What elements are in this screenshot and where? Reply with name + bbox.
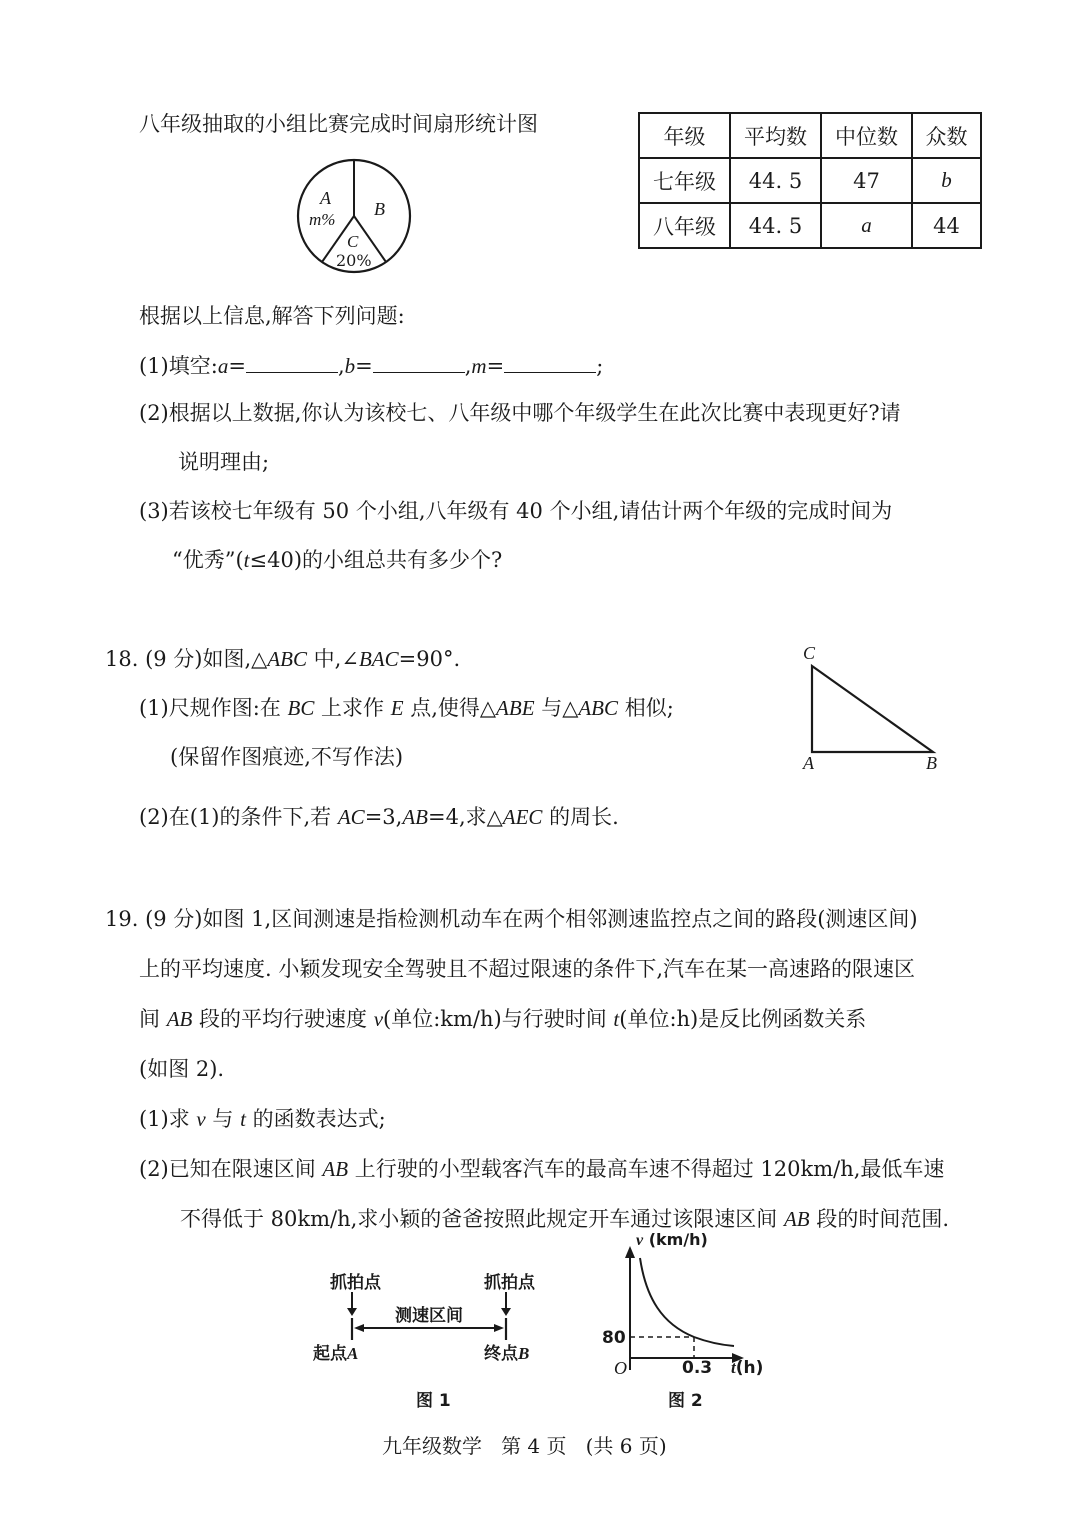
q18-text: =90°. [398,647,461,671]
q19-text: 的函数表达式; [245,1107,386,1131]
answer-blank-b[interactable] [373,352,465,373]
table-cell: b [912,158,981,203]
q17-part2-line2: 说明理由; [178,450,270,474]
table-cell: 44. 5 [730,203,821,248]
triangle-abe: ABE [496,696,535,720]
q19-line1: 19. (9 分)如图 1,区间测速是指检测机动车在两个相邻测速监控点之间的路段(测速区间) [105,907,918,931]
equals-sign: = [355,354,373,378]
table-cell: 44. 5 [730,158,821,203]
fig1-start-label [313,1339,358,1364]
fig2-var-t: t [731,1358,736,1377]
q18-text: 中,∠ [307,647,359,671]
table-header-cell: 年级 [639,113,730,158]
semicolon: ; [596,354,604,378]
triangle-figure [800,660,950,760]
q17-part3-line2 [172,546,502,574]
fig1-end-text: 终点 [484,1344,518,1364]
pie-slice-a-value: m% [309,210,336,229]
fig1-interval-label: 测速区间 [395,1306,463,1326]
q17-part3-text: ≤40)的小组总共有多少个? [249,548,503,572]
table-header-cell: 平均数 [730,113,821,158]
q18-text: 相似; [618,696,674,720]
q19-line2: 上的平均速度. 小颖发现安全驾驶且不超过限速的条件下,汽车在某一高速路的限速区 [139,957,916,981]
fig1-capture-right: 抓拍点 [484,1273,535,1293]
table-cell: 44 [912,203,981,248]
q19-line3 [139,1005,866,1033]
triangle-vertex-a: A [803,753,814,773]
pie-slice-c-label: C [347,232,359,251]
q19-text: 段的平均行驶速度 [192,1007,374,1031]
table-header-row [639,113,981,158]
q18-part1 [139,694,674,722]
q18-text: 18. (9 分)如图,△ [105,647,268,671]
table-header-cell: 中位数 [821,113,912,158]
q18-text: (2)在(1)的条件下,若 [139,805,338,829]
pie-slice-b-label: B [374,199,385,219]
triangle-abc: ABC [267,647,307,671]
fig2-y-unit: (km/h) [648,1230,708,1249]
fig1-end-label [484,1339,529,1364]
q19-text: (单位:h)是反比例函数关系 [619,1007,867,1031]
q18-text: =4,求△ [427,805,503,829]
q19-text: 不得低于 80km/h,求小颖的爸爸按照此规定开车通过该限速区间 [180,1207,784,1231]
pie-slice-c-value: 20% [336,251,372,270]
point-e: E [390,696,404,720]
angle-bac: BAC [358,647,399,671]
q18-text: 上求作 [314,696,391,720]
var-a: a [217,354,229,378]
fig1-point-b: B [518,1344,530,1363]
q18-part1-note: (保留作图痕迹,不写作法) [170,745,404,769]
q18-part2 [139,803,619,831]
triangle-abc: ABC [578,696,619,720]
answer-blank-a[interactable] [246,352,338,373]
q17-part2-line1: (2)根据以上数据,你认为该校七、八年级中哪个年级学生在此次比赛中表现更好?请 [139,401,901,425]
fig2-var-v: v [636,1232,644,1249]
q17-part1 [139,352,603,380]
q17-intro: 根据以上信息,解答下列问题: [139,304,405,328]
fig1-capture-left: 抓拍点 [330,1273,381,1293]
q18-stem [105,645,460,673]
q19-text: (1)求 [139,1107,197,1131]
fig2-x-value: 0.3 [682,1358,713,1378]
q19-text: 段的时间范围. [809,1207,949,1231]
q19-text: (2)已知在限速区间 [139,1157,323,1181]
comma: , [337,354,345,378]
q19-part2-line2 [180,1205,949,1233]
stats-table [638,112,982,249]
segment-ac: AC [337,805,365,829]
q18-text: 的周长. [542,805,619,829]
q17-part3-line1: (3)若该校七年级有 50 个小组,八年级有 40 个小组,请估计两个年级的完成时间为 [139,499,893,523]
equals-sign: = [486,354,505,378]
q19-part2-line1 [139,1155,944,1183]
q17-part1-prefix: (1)填空: [139,354,218,378]
var-v: v [373,1007,384,1031]
fig2-origin: O [614,1358,627,1378]
var-t: t [240,1107,246,1131]
fig2-y-value: 80 [602,1328,626,1348]
q18-text: 与△ [534,696,579,720]
q19-part1 [139,1105,386,1133]
q19-text: 间 [139,1007,167,1031]
pie-chart-title: 八年级抽取的小组比赛完成时间扇形统计图 [139,112,538,136]
fig1-start-text: 起点 [313,1344,347,1364]
answer-blank-m[interactable] [504,352,596,373]
q19-text: (单位:km/h)与行驶时间 [383,1007,614,1031]
q17-part3-text: “优秀”( [172,548,244,572]
q18-text: (1)尺规作图:在 [139,696,288,720]
table-cell: 七年级 [639,158,730,203]
pie-slice-a-label: A [320,188,331,208]
fig1-point-a: A [347,1344,359,1363]
segment-ab: AB [166,1007,193,1031]
table-row [639,158,981,203]
fig1-caption: 图 1 [416,1391,451,1411]
table-header-cell: 众数 [912,113,981,158]
table-row [639,203,981,248]
q19-text: 与 [205,1107,241,1131]
page-footer: 九年级数学 第 4 页 (共 6 页) [382,1434,667,1458]
var-m: m [471,354,487,378]
var-t: t [243,548,250,572]
q19-text: 上行驶的小型载客汽车的最高车速不得超过 120km/h,最低车速 [348,1157,945,1181]
fig2-y-axis-label [636,1230,708,1250]
segment-ab: AB [783,1207,810,1231]
table-cell: a [821,203,912,248]
triangle-aec: AEC [502,805,543,829]
var-t: t [613,1007,620,1031]
fig2-x-axis-label [731,1358,763,1378]
table-cell: 47 [821,158,912,203]
q18-text: 点,使得△ [403,696,497,720]
var-b: b [344,354,356,378]
q19-line4: (如图 2). [139,1057,225,1081]
q18-text: =3, [364,805,403,829]
triangle-vertex-b: B [926,753,937,773]
segment-ab: AB [402,805,428,829]
equals-sign: = [228,354,246,378]
segment-ab: AB [322,1157,349,1181]
table-cell: 八年级 [639,203,730,248]
segment-bc: BC [287,696,315,720]
var-v: v [196,1107,206,1131]
comma: , [464,354,472,378]
fig2-x-unit: (h) [735,1358,764,1378]
fig2-caption: 图 2 [668,1391,703,1411]
triangle-vertex-c: C [803,643,816,663]
